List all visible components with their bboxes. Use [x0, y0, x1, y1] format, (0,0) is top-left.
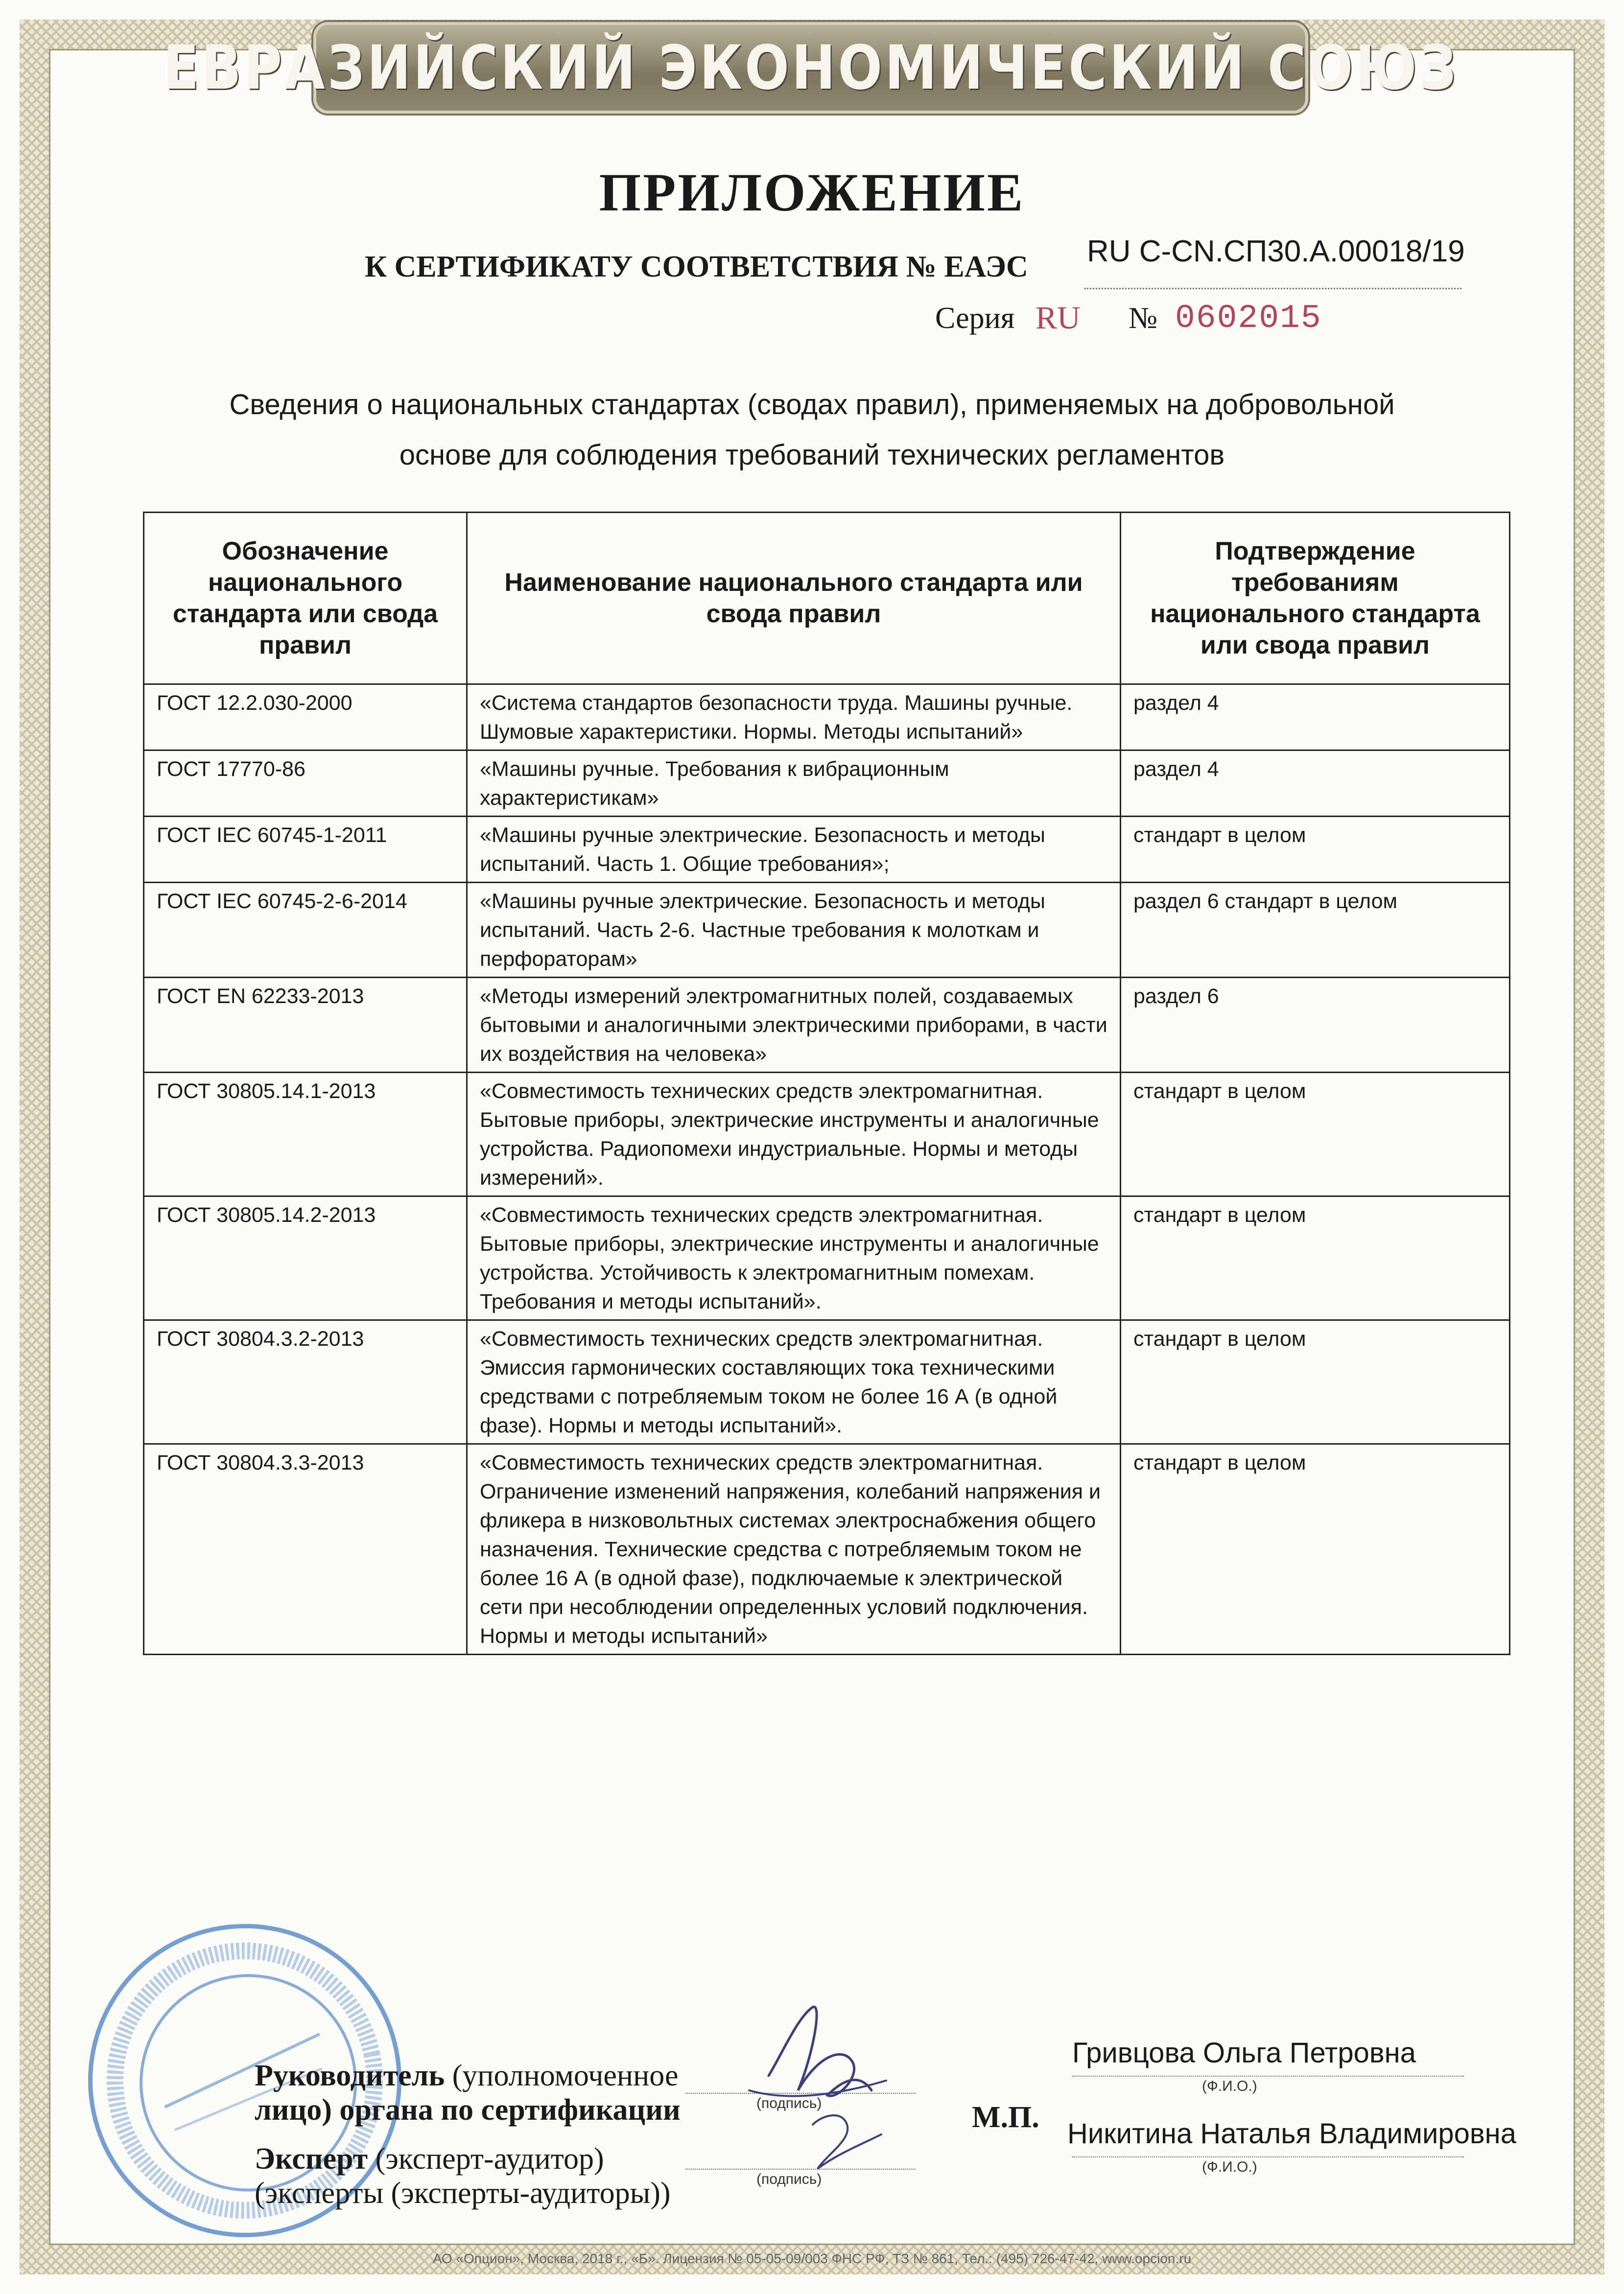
- head-signature-caption: (подпись): [756, 2095, 822, 2111]
- intro-paragraph: [147, 379, 1477, 480]
- standard-code: ГОСТ 30805.14.2-2013: [144, 1196, 467, 1320]
- table-row: [144, 750, 1510, 817]
- head-name: Гривцова Ольга Петровна: [1072, 2037, 1416, 2069]
- head-label-rest: (уполномоченное: [452, 2059, 679, 2092]
- expert-name: Никитина Наталья Владимировна: [1067, 2118, 1516, 2150]
- document-subtitle: К СЕРТИФИКАТУ СООТВЕТСТВИЯ № ЕАЭС: [365, 250, 1028, 283]
- standard-confirmation: раздел 6 стандарт в целом: [1121, 883, 1510, 978]
- standards-table-wrapper: [143, 512, 1509, 1655]
- head-label-line2: лицо) органа по сертификации: [255, 2093, 681, 2127]
- expert-name-caption: (Ф.И.О.): [1202, 2159, 1257, 2175]
- table-row: [144, 1444, 1510, 1655]
- standard-confirmation: стандарт в целом: [1121, 817, 1510, 883]
- head-label-bold: Руководитель: [255, 2059, 445, 2092]
- standard-name: «Машины ручные электрические. Безопасность и методы испытаний. Часть 2-6. Частные требования к молоткам и перфораторам»: [467, 883, 1121, 978]
- intro-line-2: основе для соблюдения требований технических регламентов: [399, 439, 1225, 471]
- head-label: [255, 2059, 681, 2127]
- header-designation: Обозначение национального стандарта или свода правил: [144, 513, 467, 684]
- expert-label: [255, 2142, 671, 2210]
- series-value: RU: [1036, 300, 1081, 336]
- printer-footer: АО «Опцион», Москва, 2018 г., «Б». Лицензия № 05-05-09/003 ФНС РФ, ТЗ № 861, Тел.: (495) 726-47-42, www.opcion.ru: [432, 2251, 1192, 2266]
- seal-place-label: М.П.: [972, 2101, 1039, 2134]
- table-row: [144, 1320, 1510, 1444]
- eaeu-banner: [163, 22, 1459, 114]
- standard-code: ГОСТ 12.2.030-2000: [144, 684, 467, 750]
- standard-name: «Методы измерений электромагнитных полей, создаваемых бытовыми и аналогичными электрическими приборами, в части их воздействия на человека»: [467, 978, 1121, 1073]
- standard-name: «Совместимость технических средств электромагнитная. Бытовые приборы, электрические инструменты и аналогичные устройства. Устойчивость к электромагнитным помехам. Требования и методы испытаний».: [467, 1196, 1121, 1320]
- expert-signature-caption: (подпись): [756, 2171, 822, 2187]
- expert-label-bold: Эксперт: [255, 2142, 368, 2176]
- table-header-row: [144, 513, 1510, 684]
- certificate-number-underline: [1084, 288, 1461, 289]
- expert-label-line2: (эксперты (эксперты-аудиторы)): [255, 2177, 671, 2210]
- standard-code: ГОСТ 17770-86: [144, 750, 467, 817]
- standard-name: «Машины ручные. Требования к вибрационным характеристикам»: [467, 750, 1121, 817]
- intro-line-1: Сведения о национальных стандартах (сводах правил), применяемых на добровольной: [229, 389, 1395, 421]
- banner-text: ЕВРАЗИЙСКИЙ ЭКОНОМИЧЕСКИЙ СОЮЗ: [163, 32, 1459, 103]
- table-row: [144, 1196, 1510, 1320]
- table-row: [144, 978, 1510, 1073]
- standard-confirmation: стандарт в целом: [1121, 1320, 1510, 1444]
- document-title: ПРИЛОЖЕНИЕ: [599, 163, 1025, 222]
- header-name: Наименование национального стандарта или свода правил: [467, 513, 1121, 684]
- standards-table: [143, 512, 1510, 1655]
- expert-name-line: [1072, 2156, 1464, 2157]
- head-name-line: [1072, 2076, 1464, 2077]
- blank-number: 0602015: [1175, 300, 1322, 337]
- standard-confirmation: стандарт в целом: [1121, 1073, 1510, 1196]
- standard-code: ГОСТ 30805.14.1-2013: [144, 1073, 467, 1196]
- certificate-number: RU С-CN.СП30.А.00018/19: [1087, 234, 1465, 268]
- standard-confirmation: раздел 4: [1121, 750, 1510, 817]
- standard-name: «Совместимость технических средств электромагнитная. Бытовые приборы, электрические инструменты и аналогичные устройства. Радиопомехи индустриальные. Нормы и методы измерений».: [467, 1073, 1121, 1196]
- expert-label-rest: (эксперт-аудитор): [375, 2142, 604, 2176]
- table-row: [144, 817, 1510, 883]
- standard-code: ГОСТ 30804.3.3-2013: [144, 1444, 467, 1655]
- series-label: Серия: [935, 302, 1015, 335]
- standard-confirmation: раздел 4: [1121, 684, 1510, 750]
- standard-code: ГОСТ 30804.3.2-2013: [144, 1320, 467, 1444]
- head-name-caption: (Ф.И.О.): [1202, 2078, 1257, 2094]
- standard-name: «Система стандартов безопасности труда. Машины ручные. Шумовые характеристики. Нормы. Методы испытаний»: [467, 684, 1121, 750]
- table-row: [144, 883, 1510, 978]
- standard-name: «Совместимость технических средств электромагнитная. Эмиссия гармонических составляющих тока техническими средствами с потребляемым током не более 16 А (в одной фазе). Нормы и методы испытаний».: [467, 1320, 1121, 1444]
- header-confirmation: Подтверждение требованиям национального стандарта или свода правил: [1121, 513, 1510, 684]
- standard-code: ГОСТ EN 62233-2013: [144, 978, 467, 1073]
- number-sign: №: [1129, 302, 1158, 335]
- standard-name: «Машины ручные электрические. Безопасность и методы испытаний. Часть 1. Общие требования»;: [467, 817, 1121, 883]
- standard-confirmation: стандарт в целом: [1121, 1444, 1510, 1655]
- standard-code: ГОСТ IEC 60745-2-6-2014: [144, 883, 467, 978]
- standard-confirmation: стандарт в целом: [1121, 1196, 1510, 1320]
- standard-code: ГОСТ IEC 60745-1-2011: [144, 817, 467, 883]
- standard-confirmation: раздел 6: [1121, 978, 1510, 1073]
- table-row: [144, 684, 1510, 750]
- table-row: [144, 1073, 1510, 1196]
- standard-name: «Совместимость технических средств электромагнитная. Ограничение изменений напряжения, колебаний напряжения и фликера в низковольтных системах электроснабжения общего назначения. Технические средства с потребляемым током не более 16 А (в одной фазе), подключаемые к электрической сети при несоблюдении определенных условий подключения. Нормы и методы испытаний»: [467, 1444, 1121, 1655]
- handwritten-signature: [739, 1978, 901, 2183]
